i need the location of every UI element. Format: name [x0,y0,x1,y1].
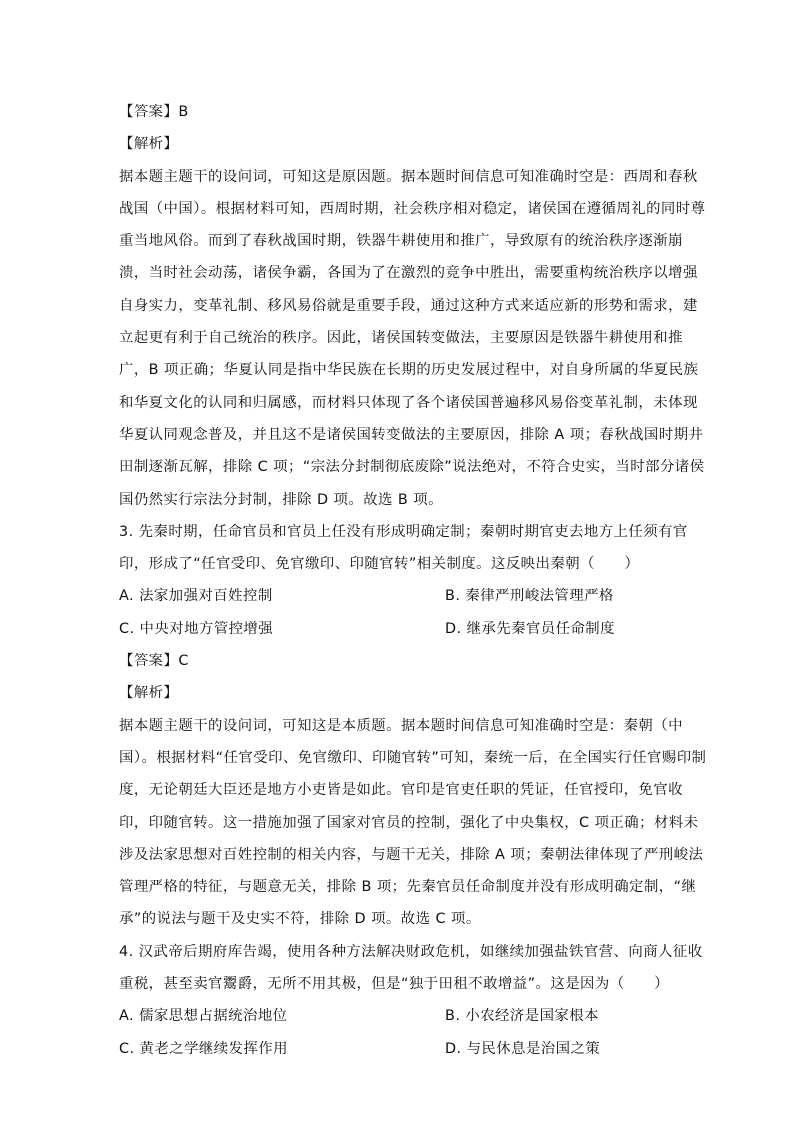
option-d: D. 与民休息是治国之策 [445,1040,601,1057]
question-4 [119,936,703,1001]
option-row [119,613,679,645]
option-d: D. 继承先秦官员任命制度 [445,620,615,637]
text-line: 华夏认同观念普及，并且这不是诸侯国转变做法的主要原因，排除 A 项；春秋战国时期井 [119,426,704,443]
text-line: 立起更有利于自己统治的秩序。因此，诸侯国转变做法，主要原因是铁器牛耕使用和推 [119,330,683,347]
analysis-label-2: 【解析】 [119,685,179,702]
text-line: 和华夏文化的认同和归属感，而材料只体现了各个诸侯国普遍移风易俗变革礼制，未体现 [119,394,698,411]
option-a: A. 法家加强对百姓控制 [119,588,273,605]
question-3-options [119,580,679,645]
question-3 [119,516,688,581]
option-c: C. 黄老之学继续发挥作用 [119,1040,288,1057]
option-row [119,580,679,612]
text-line: 重当地风俗。而到了春秋战国时期，铁器牛耕使用和推广，导致原有的统治秩序逐渐崩 [119,233,683,250]
text-line: 涉及法家思想对百姓控制的相关内容，与题干无关，排除 A 项；秦朝法律体现了严刑峻法 [119,846,704,863]
question-line: 4. 汉武帝后期府库告竭，使用各种方法解决财政危机，如继续加强盐铁官营、向商人征收 [119,943,703,960]
analysis-paragraph-2 [119,710,707,936]
text-line: 印，印随官转。这一措施加强了国家对官员的控制，强化了中央集权，C 项正确；材料未 [119,814,699,831]
text-line: 管理严格的特征，与题意无关，排除 B 项；先秦官员任命制度并没有形成明确定制，“继 [119,879,697,896]
analysis-label-1: 【解析】 [119,136,179,153]
option-a: A. 儒家思想占据统治地位 [119,1008,288,1025]
option-c: C. 中央对地方管控增强 [119,620,274,637]
document-page [119,96,707,1065]
answer-label-1: 【答案】B [119,104,189,120]
analysis-paragraph-1 [119,161,706,516]
option-b: B. 秦律严刑峻法管理严格 [445,588,614,605]
text-line: 据本题主题干的设问词，可知这是本质题。据本题时间信息可知准确时空是：秦朝（中 [119,717,683,734]
option-row [119,1033,679,1065]
text-line: 田制逐渐瓦解，排除 C 项；“宗法分封制彻底废除”说法绝对，不符合史实，当时部分诸侯 [119,459,705,476]
answer-label-2: 【答案】C [119,653,189,670]
question-line: 印，形成了“任官受印、免官缴印、印随官转”相关制度。这反映出秦朝（ ） [119,556,640,573]
text-line: 度，无论朝廷大臣还是地方小吏皆是如此。官印是官吏任职的凭证，任官授印，免官收 [119,782,683,799]
question-line: 3. 先秦时期，任命官员和官员上任没有形成明确定制；秦朝时期官吏去地方上任须有官 [119,523,688,540]
text-line: 国）。根据材料“任官受印、免官缴印、印随官转”可知，秦统一后，在全国实行任官赐印制 [119,749,707,766]
text-line: 国仍然实行宗法分封制，排除 D 项。故选 B 项。 [119,491,443,508]
text-line: 自身实力，变革礼制、移风易俗就是重要手段，通过这种方式来适应新的形势和需求，建 [119,297,698,314]
question-4-options [119,1000,679,1065]
text-line: 溃，当时社会动荡，诸侯争霸，各国为了在激烈的竞争中胜出，需要重构统治秩序以增强 [119,265,698,282]
question-line: 重税，甚至卖官鬻爵，无所不用其极，但是“独于田租不敢增益”。这是因为（ ） [119,976,670,993]
text-line: 广，B 项正确；华夏认同是指中华民族在长期的历史发展过程中，对自身所属的华夏民族 [119,362,699,379]
text-line: 据本题主题干的设问词，可知这是原因题。据本题时间信息可知准确时空是：西周和春秋 [119,168,698,185]
text-line: 战国（中国）。根据材料可知，西周时期，社会秩序相对稳定，诸侯国在遵循周礼的同时尊 [119,200,706,217]
option-b: B. 小农经济是国家根本 [445,1008,599,1025]
option-row [119,1000,679,1032]
text-line: 承”的说法与题干及史实不符，排除 D 项。故选 C 项。 [119,911,481,928]
